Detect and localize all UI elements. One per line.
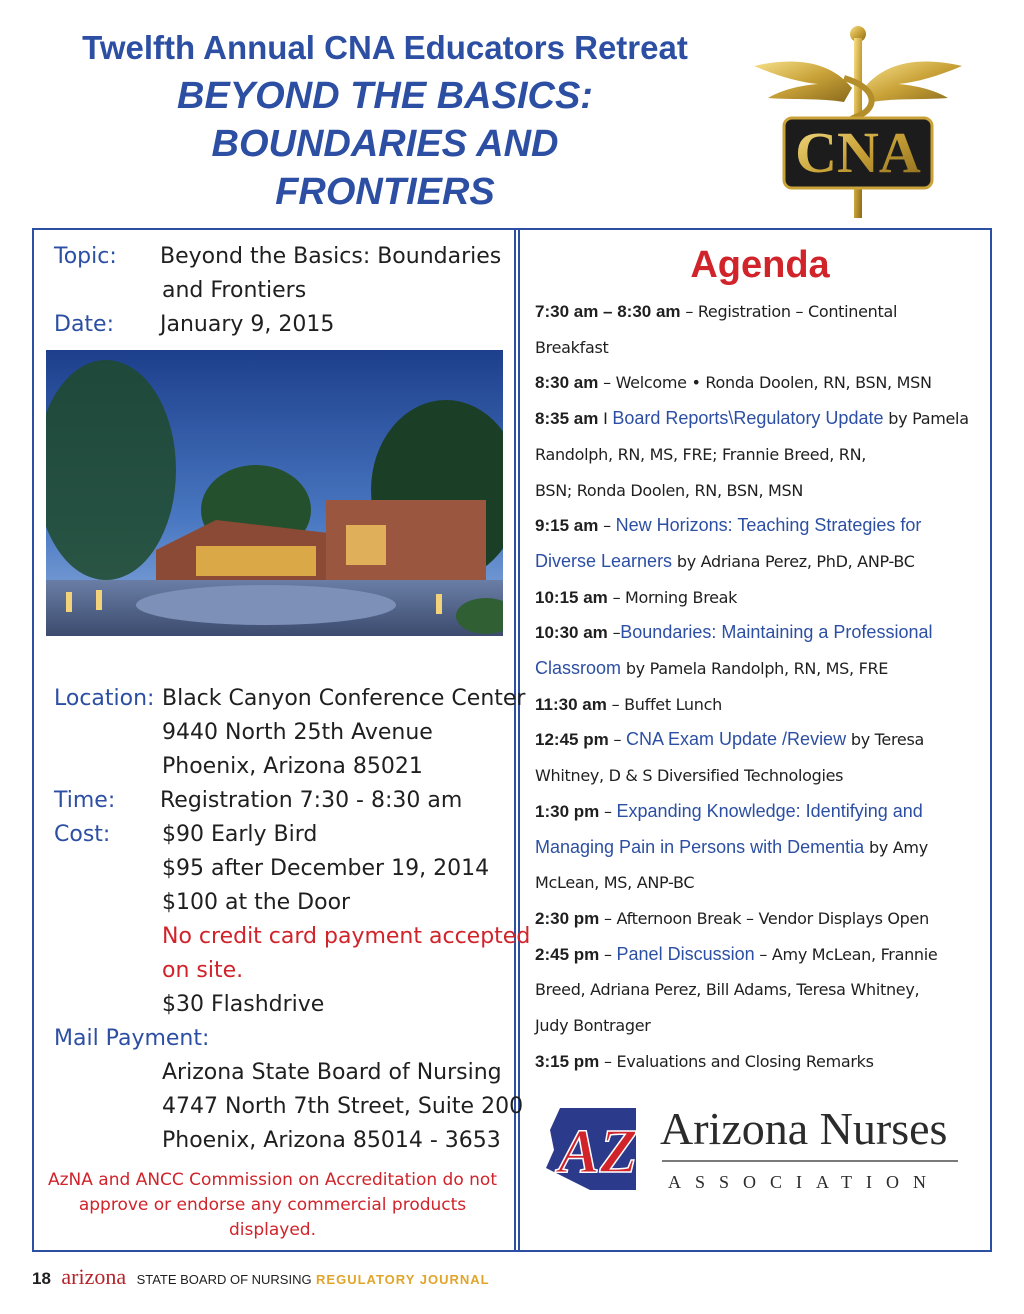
agenda-item (535, 365, 985, 401)
time-row (54, 784, 463, 818)
footer-journal: REGULATORY JOURNAL (316, 1272, 490, 1287)
agenda-text: – Morning Break (607, 587, 738, 607)
agenda-time: 11:30 am (535, 694, 607, 714)
logo-subtitle: ASSOCIATION (668, 1172, 941, 1192)
agenda-time: 2:45 pm (535, 944, 600, 964)
agenda-topic: Diverse Learners (535, 550, 673, 571)
cost-warning: No credit card payment accepted (162, 924, 531, 949)
logo-name: Arizona Nurses (660, 1103, 948, 1154)
time-label: Time: (54, 788, 116, 813)
conference-center-photo (46, 350, 503, 636)
footer-brand: arizona (61, 1264, 127, 1289)
agenda-item (535, 580, 985, 616)
agenda-time: 9:15 am (535, 516, 599, 536)
agenda-text: Breakfast (535, 337, 609, 357)
agenda-sep: – (599, 801, 617, 821)
page-footer (32, 1264, 490, 1288)
disclaimer-line: AzNA and ANCC Commission on Accreditation do not (48, 1170, 497, 1190)
agenda-text: by Amy (864, 837, 928, 857)
title-block (20, 26, 750, 216)
agenda-text: by Pamela Randolph, RN, MS, FRE (621, 659, 889, 679)
agenda-text: – Welcome • Ronda Doolen, RN, BSN, MSN (598, 373, 932, 393)
page-subtitle (20, 72, 750, 216)
agenda-text: by Adriana Perez, PhD, ANP-BC (672, 551, 915, 571)
agenda-time: 10:30 am (535, 623, 608, 643)
subtitle-line: BEYOND THE BASICS: (177, 75, 593, 117)
agenda-time: 3:15 pm (535, 1051, 600, 1071)
agenda-text: Randolph, RN, MS, FRE; Frannie Breed, RN, (535, 444, 867, 464)
date-value: January 9, 2015 (160, 312, 335, 337)
mail-label: Mail Payment: (54, 1026, 210, 1051)
cost-flashdrive: $30 Flashdrive (162, 992, 325, 1017)
agenda-text: – Buffet Lunch (606, 694, 722, 714)
topic-value: Beyond the Basics: Boundaries (160, 244, 502, 269)
topic-label: Topic: (54, 244, 117, 269)
agenda-item (535, 687, 985, 723)
mail-line: Phoenix, Arizona 85014 - 3653 (162, 1128, 501, 1153)
agenda-time: 12:45 pm (535, 730, 609, 750)
subtitle-line: BOUNDARIES AND (211, 123, 559, 165)
agenda-text: by Teresa (846, 730, 924, 750)
agenda-item (535, 508, 985, 544)
date-row (54, 308, 335, 342)
location-label: Location: (54, 686, 155, 711)
agenda-topic: Expanding Knowledge: Identifying and (616, 800, 923, 821)
agenda-time: 2:30 pm (535, 908, 600, 928)
footer-board: STATE BOARD OF NURSING (136, 1272, 312, 1287)
cost-line: $90 Early Bird (162, 822, 318, 847)
agenda-text: Whitney, D & S Diversified Technologies (535, 766, 844, 786)
agenda-item (535, 1044, 985, 1080)
cost-warning: on site. (162, 958, 244, 983)
agenda-section (535, 240, 985, 1079)
page-number: 18 (32, 1269, 51, 1288)
cna-caduceus-badge (748, 18, 968, 228)
agenda-time: 8:35 am (535, 409, 599, 429)
agenda-sep: – (607, 623, 621, 643)
cost-label: Cost: (54, 822, 111, 847)
agenda-time: 8:30 am (535, 373, 599, 393)
agenda-sep: – (599, 944, 617, 964)
agenda-text: – Registration – Continental (680, 302, 898, 321)
agenda-text: – Afternoon Break – Vendor Displays Open (599, 908, 929, 928)
time-value: Registration 7:30 - 8:30 am (160, 788, 463, 813)
mail-row (54, 1022, 209, 1056)
agenda-time: 7:30 am – 8:30 am (535, 302, 681, 321)
agenda-item (535, 937, 985, 973)
agenda-list (535, 294, 985, 1079)
logo-mark-text: AZ (558, 1118, 638, 1186)
agenda-sep: – (608, 730, 626, 750)
agenda-time: 1:30 pm (535, 801, 600, 821)
agenda-item (535, 401, 985, 437)
disclaimer (46, 1168, 499, 1243)
agenda-sep: – (598, 516, 616, 536)
arizona-nurses-logo (540, 1090, 980, 1200)
agenda-item (535, 722, 985, 758)
location-row (54, 682, 526, 716)
agenda-topic: Classroom (535, 658, 622, 679)
agenda-text: McLean, MS, ANP-BC (535, 873, 695, 893)
agenda-text: – Amy McLean, Frannie (754, 944, 938, 964)
agenda-topic: Panel Discussion (616, 943, 755, 964)
cost-line: $95 after December 19, 2014 (162, 856, 490, 881)
agenda-topic: Board Reports\Regulatory Update (612, 408, 884, 429)
location-line: 9440 North 25th Avenue (162, 720, 433, 745)
agenda-topic: New Horizons: Teaching Strategies for (615, 515, 922, 536)
topic-row (54, 240, 502, 274)
badge-text: CNA (795, 120, 921, 185)
agenda-text: BSN; Ronda Doolen, RN, BSN, MSN (535, 480, 804, 500)
disclaimer-line: displayed. (228, 1220, 317, 1240)
disclaimer-line: approve or endorse any commercial products (78, 1195, 467, 1215)
agenda-item (535, 294, 985, 330)
cost-line: $100 at the Door (162, 890, 351, 915)
agenda-text: Judy Bontrager (535, 1016, 651, 1036)
subtitle-line: FRONTIERS (275, 171, 495, 213)
date-label: Date: (54, 312, 114, 337)
agenda-time: 10:15 am (535, 587, 608, 607)
mail-line: Arizona State Board of Nursing (162, 1060, 502, 1085)
location-line: Black Canyon Conference Center (162, 686, 526, 711)
agenda-item (535, 794, 985, 830)
cost-row (54, 818, 318, 852)
agenda-topic: CNA Exam Update /Review (625, 729, 847, 750)
arizona-state-icon (540, 1090, 658, 1200)
topic-value-2: and Frontiers (162, 278, 307, 303)
agenda-topic: Boundaries: Maintaining a Professional (620, 622, 933, 643)
agenda-item (535, 901, 985, 937)
agenda-topic: Managing Pain in Persons with Dementia (535, 836, 865, 857)
location-line: Phoenix, Arizona 85021 (162, 754, 423, 779)
page-title: Twelfth Annual CNA Educators Retreat (82, 29, 688, 66)
agenda-text: – Evaluations and Closing Remarks (599, 1051, 874, 1071)
agenda-text: Breed, Adriana Perez, Bill Adams, Teresa Whitney, (535, 980, 920, 1000)
agenda-sep: I (598, 409, 613, 429)
agenda-text: by Pamela (883, 409, 969, 429)
agenda-title: Agenda (690, 244, 830, 286)
mail-line: 4747 North 7th Street, Suite 200 (162, 1094, 524, 1119)
logo-rule (662, 1160, 958, 1162)
agenda-item (535, 615, 985, 651)
